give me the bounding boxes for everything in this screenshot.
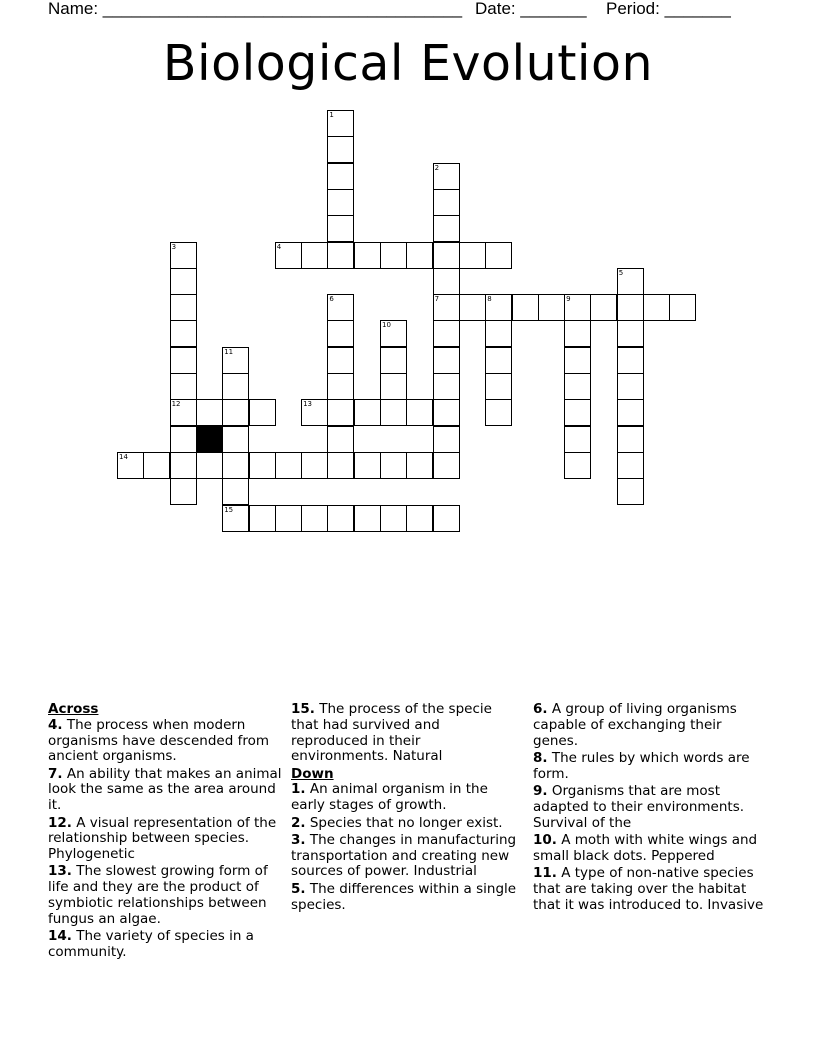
- clue-text: The process of the specie that had survived and reproduced in their environments. Natural: [291, 701, 492, 765]
- clue-text: The differences within a single species.: [291, 880, 517, 913]
- crossword-cell[interactable]: [485, 242, 512, 269]
- crossword-cell[interactable]: [380, 452, 407, 479]
- clue-number: 13.: [48, 863, 72, 880]
- clue-text: A type of non-native species that are taking over the habitat that it was introduced to. Invasive: [533, 864, 764, 913]
- clue-number-label: 6: [329, 295, 334, 304]
- crossword-cell[interactable]: [564, 373, 591, 400]
- crossword-cell[interactable]: [433, 215, 460, 242]
- crossword-cell[interactable]: [249, 399, 276, 426]
- clue-number-label: 4: [276, 242, 282, 251]
- crossword-cell[interactable]: [354, 399, 381, 426]
- clue-across-4: [48, 718, 284, 765]
- crossword-cell[interactable]: [406, 505, 433, 532]
- crossword-cell[interactable]: [617, 320, 644, 347]
- crossword-cell[interactable]: [327, 373, 354, 400]
- crossword-cell[interactable]: [380, 373, 407, 400]
- crossword-cell[interactable]: [433, 242, 460, 269]
- crossword-cell[interactable]: [512, 294, 539, 321]
- clue-down-9: [533, 784, 769, 831]
- crossword-cell[interactable]: [485, 347, 512, 374]
- crossword-cell[interactable]: [433, 373, 460, 400]
- clue-number-label: 15: [224, 505, 234, 514]
- clue-text: The variety of species in a community.: [48, 928, 254, 960]
- crossword-cell[interactable]: [327, 505, 354, 532]
- clue-text: Species that no longer exist.: [309, 814, 503, 831]
- crossword-cell[interactable]: [433, 452, 460, 479]
- crossword-cell[interactable]: [564, 399, 591, 426]
- crossword-cell[interactable]: [617, 347, 644, 374]
- clue-number: 5.: [291, 880, 306, 897]
- across-heading: Across: [48, 701, 99, 717]
- clue-across-15: [291, 702, 517, 765]
- crossword-cell[interactable]: [617, 399, 644, 426]
- clue-number-label: 7: [434, 295, 440, 304]
- crossword-cell[interactable]: [249, 505, 276, 532]
- clue-number: 15.: [291, 701, 315, 717]
- clue-number: 14.: [48, 928, 72, 945]
- crossword-cell[interactable]: [327, 215, 354, 242]
- crossword-cell[interactable]: [327, 399, 354, 426]
- crossword-cell[interactable]: [222, 426, 249, 453]
- clue-text: The slowest growing form of life and they are the product of symbiotic relationships between fungus an algae.: [48, 863, 268, 927]
- date-field-label[interactable]: Date: _______: [475, 0, 587, 18]
- clue-number: 11.: [533, 864, 557, 881]
- clue-down-6: [533, 702, 769, 749]
- crossword-cell[interactable]: [433, 268, 460, 295]
- crossword-cell[interactable]: [196, 399, 223, 426]
- clue-number: 8.: [533, 749, 548, 766]
- clue-across-12: [48, 816, 284, 863]
- crossword-cell[interactable]: [617, 294, 644, 321]
- page-title: Biological Evolution: [162, 35, 654, 92]
- clue-number-label: 8: [487, 295, 492, 304]
- crossword-cell[interactable]: [380, 347, 407, 374]
- crossword-cell[interactable]: [327, 347, 354, 374]
- clue-text: An ability that makes an animal look the same as the area around it.: [48, 765, 282, 814]
- clue-number-label: 3: [171, 242, 177, 251]
- crossword-cell[interactable]: [643, 294, 670, 321]
- crossword-cell[interactable]: [327, 452, 354, 479]
- clue-text: An animal organism in the early stages of growth.: [291, 781, 488, 814]
- clues-column-2: [291, 702, 517, 915]
- clue-number-label: 12: [171, 400, 181, 409]
- crossword-cell[interactable]: [564, 426, 591, 453]
- crossword-cell[interactable]: [406, 242, 433, 269]
- clues-column-1: [48, 702, 284, 962]
- clue-down-8: [533, 751, 769, 783]
- crossword-cell[interactable]: [196, 452, 223, 479]
- crossword-cell[interactable]: [222, 373, 249, 400]
- clue-number-label: 13: [303, 400, 313, 409]
- crossword-cell[interactable]: [170, 373, 197, 400]
- clue-across-13: [48, 864, 284, 927]
- crossword-cell[interactable]: [327, 189, 354, 216]
- crossword-cell[interactable]: [433, 189, 460, 216]
- crossword-cell[interactable]: [170, 294, 197, 321]
- period-field-label[interactable]: Period: _______: [606, 0, 731, 18]
- clue-down-1: [291, 782, 517, 814]
- clue-down-3: [291, 833, 517, 880]
- crossword-cell[interactable]: [301, 505, 328, 532]
- clue-number: 4.: [48, 716, 63, 733]
- clue-text: A group of living organisms capable of exchanging their genes.: [533, 701, 737, 749]
- down-heading: Down: [291, 765, 334, 782]
- clue-number-label: 11: [224, 347, 234, 356]
- clue-number: 12.: [48, 814, 72, 831]
- crossword-cell[interactable]: [327, 242, 354, 269]
- crossword-cell[interactable]: [380, 242, 407, 269]
- crossword-cell[interactable]: [433, 347, 460, 374]
- crossword-cell[interactable]: [485, 399, 512, 426]
- crossword-cell[interactable]: [222, 452, 249, 479]
- crossword-cell[interactable]: [433, 505, 460, 532]
- crossword-cell[interactable]: [459, 294, 486, 321]
- crossword-cell[interactable]: [380, 505, 407, 532]
- clue-text: Organisms that are most adapted to their environments. Survival of the: [533, 782, 745, 831]
- crossword-cell[interactable]: [617, 373, 644, 400]
- crossword-cell[interactable]: [170, 320, 197, 347]
- clue-down-10: [533, 833, 769, 865]
- clue-down-5: [291, 882, 517, 914]
- clue-text: The process when modern organisms have descended from ancient organisms.: [48, 716, 269, 765]
- crossword-cell[interactable]: [249, 452, 276, 479]
- crossword-cell[interactable]: [564, 320, 591, 347]
- crossword-cell[interactable]: [327, 163, 354, 190]
- clue-number-label: 10: [382, 321, 391, 330]
- crossword-cell[interactable]: [564, 452, 591, 479]
- crossword-cell[interactable]: [170, 426, 197, 453]
- name-field-label[interactable]: Name: ______________________________________: [48, 0, 463, 18]
- crossword-cell[interactable]: [380, 399, 407, 426]
- clue-number: 6.: [533, 701, 548, 717]
- crossword-cell[interactable]: [485, 373, 512, 400]
- crossword-cell[interactable]: [433, 320, 460, 347]
- clue-number: 7.: [48, 765, 63, 782]
- crossword-cell[interactable]: [406, 452, 433, 479]
- crossword-cell[interactable]: [617, 452, 644, 479]
- crossword-cell[interactable]: [327, 136, 354, 163]
- crossword-cell[interactable]: [459, 242, 486, 269]
- crossword-cell[interactable]: [617, 478, 644, 505]
- clues-column-3: [533, 702, 769, 915]
- clue-number: 3.: [291, 831, 306, 848]
- clue-number-label: 5: [618, 268, 624, 277]
- crossword-cell[interactable]: [170, 347, 197, 374]
- crossword-cell[interactable]: [170, 452, 197, 479]
- crossword-cell[interactable]: [669, 294, 696, 321]
- crossword-cell[interactable]: [327, 426, 354, 453]
- crossword-cell[interactable]: [538, 294, 565, 321]
- clue-across-7: [48, 767, 284, 814]
- crossword-cell[interactable]: [222, 399, 249, 426]
- crossword-cell[interactable]: [354, 452, 381, 479]
- crossword-cell[interactable]: [301, 452, 328, 479]
- crossword-cell[interactable]: [275, 452, 302, 479]
- clue-number: 9.: [533, 782, 548, 799]
- clue-text: A moth with white wings and small black dots. Peppered: [533, 831, 758, 864]
- crossword-cell[interactable]: [433, 426, 460, 453]
- clue-number: 1.: [291, 781, 306, 798]
- clue-number-label: 14: [119, 452, 128, 461]
- crossword-cell[interactable]: [327, 320, 354, 347]
- crossword-cell[interactable]: [590, 294, 617, 321]
- crossword-cell[interactable]: [564, 347, 591, 374]
- clue-text: A visual representation of the relationship between species. Phylogenetic: [48, 814, 277, 863]
- crossword-cell[interactable]: [170, 478, 197, 505]
- clue-number-label: 2: [434, 163, 440, 172]
- crossword-cell[interactable]: [301, 242, 328, 269]
- crossword-cell[interactable]: [143, 452, 170, 479]
- clue-number-label: 9: [566, 295, 571, 304]
- crossword-cell[interactable]: [170, 268, 197, 295]
- crossword-cell[interactable]: [275, 505, 302, 532]
- clue-number: 2.: [291, 814, 306, 831]
- crossword-cell[interactable]: [222, 478, 249, 505]
- clue-number-label: 1: [329, 111, 334, 119]
- clue-text: The changes in manufacturing transportation and creating new sources of power. Industrial: [291, 831, 517, 880]
- crossword-cell[interactable]: [354, 242, 381, 269]
- crossword-cell[interactable]: [354, 505, 381, 532]
- black-square: [196, 426, 223, 453]
- crossword-cell[interactable]: [617, 426, 644, 453]
- clue-down-11: [533, 866, 769, 913]
- clue-across-14: [48, 929, 284, 961]
- clue-number: 10.: [533, 831, 557, 848]
- clue-text: The rules by which words are form.: [533, 749, 750, 782]
- crossword-cell[interactable]: [433, 399, 460, 426]
- crossword-cell[interactable]: [406, 399, 433, 426]
- crossword-cell[interactable]: [485, 320, 512, 347]
- clue-down-2: [291, 816, 517, 832]
